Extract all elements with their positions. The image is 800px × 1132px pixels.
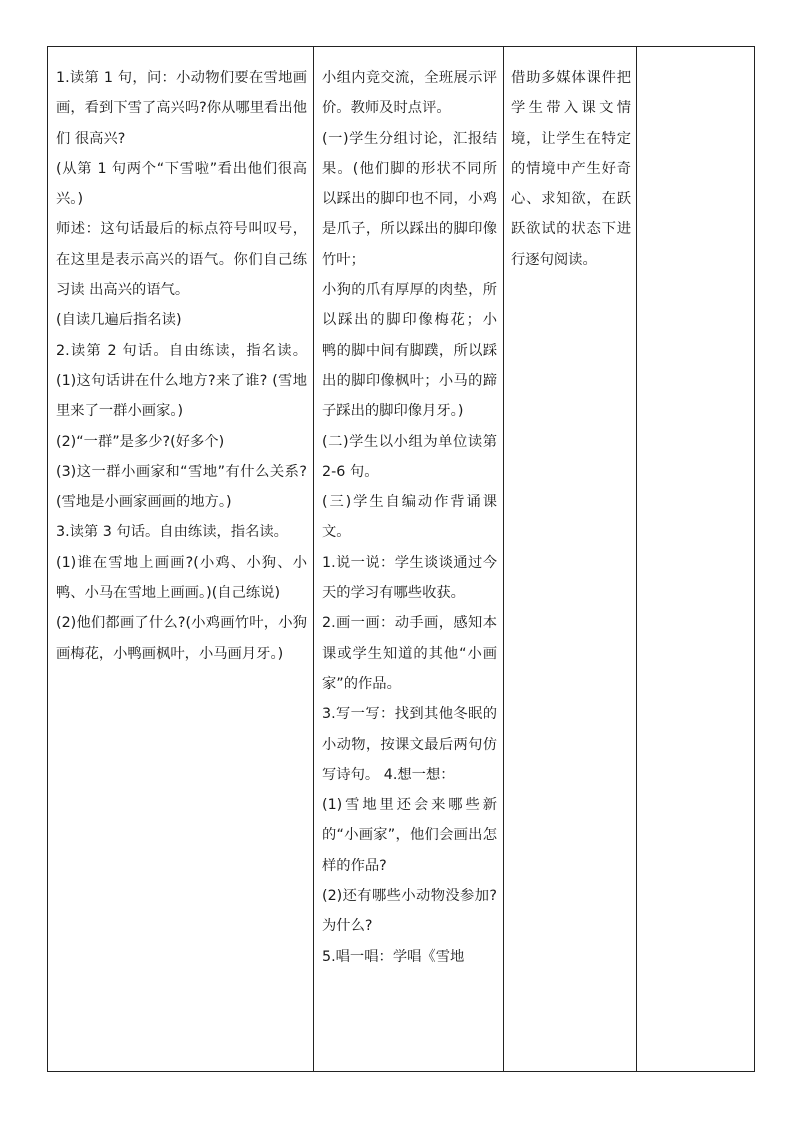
paragraph: 小组内竞交流，全班展示评价。教师及时点评。 [322,70,497,117]
paragraph: 借助多媒体课件把学生带入课文情境，让学生在特定的情境中产生好奇 心、求知欲，在跃跃欲试的状态下进行逐句阅读。 [511,70,631,268]
paragraph: (二)学生以小组为单位读第 2-6 句。 [322,433,497,480]
design-intent-text [504,47,636,275]
paragraph: 1.说一说：学生谈谈通过今天的学习有哪些收获。 [322,554,497,602]
paragraph: (从第 1 句两个“下雪啦”看出他们很高兴。) [56,160,307,208]
lesson-plan-table [47,46,755,1072]
paragraph: (2)他们都画了什么?(小鸡画竹叶，小狗画梅花，小鸭画枫叶，小马画月牙。) [56,615,307,662]
paragraph: (2)“一群”是多少?(好多个) [56,433,225,450]
design-intent-cell [504,47,637,1072]
paragraph: 5.唱一唱：学唱《雪地 [322,948,465,965]
paragraph: (一)学生分组讨论，汇报结果。(他们脚的形状不同所以踩出的脚印也不同，小鸡 是爪子，所以踩出的脚印像竹叶； [322,130,497,268]
student-activity-cell [314,47,504,1072]
paragraph: (3)这一群小画家和“雪地”有什么关系?(雪地是小画家画画的地方。) [56,463,307,511]
paragraph: (自读几遍后指名读) [56,312,182,329]
notes-text [637,47,754,63]
student-activity-text [314,47,503,972]
teacher-activity-cell [48,47,314,1072]
teacher-activity-text [48,47,313,669]
paragraph: 3.读第 3 句话。自由练读，指名读。 [56,524,288,541]
paragraph: 3.写一写：找到其他冬眠的小动物，按课文最后两句仿写诗句。 4.想一想： [322,706,497,783]
notes-cell [637,47,755,1072]
paragraph: 小狗的爪有厚厚的肉垫，所以踩出的脚印像梅花；小 鸭的脚中间有脚蹼，所以踩出的脚印像枫叶；小马的蹄子踩出的脚印像月牙。) [322,282,497,420]
paragraph: 1.读第 1 句，问：小动物们要在雪地画画，看到下雪了高兴吗?你从哪里看出他们 很高兴? [56,70,307,147]
paragraph: 2.读第 2 句话。自由练读，指名读。 (1)这句话讲在什么地方?来了谁? (雪地里来了一群小画家。) [56,342,307,420]
paragraph: (1)谁在雪地上画画?(小鸡、小狗、小鸭、小马在雪地上画画。)(自己练说) [56,554,307,602]
table-row [48,47,755,1072]
paragraph: 师述：这句话最后的标点符号叫叹号，在这里是表示高兴的语气。你们自己练习读 出高兴的语气。 [56,221,307,299]
paragraph: 2.画一画：动手画，感知本课或学生知道的其他“小画家”的作品。 [322,615,497,692]
paragraph: (1)雪地里还会来哪些新的“小画家”，他们会画出怎样的作品? [322,797,497,874]
paragraph: (三)学生自编动作背诵课文。 [322,494,497,541]
paragraph: (2)还有哪些小动物没参加?为什么? [322,888,497,935]
